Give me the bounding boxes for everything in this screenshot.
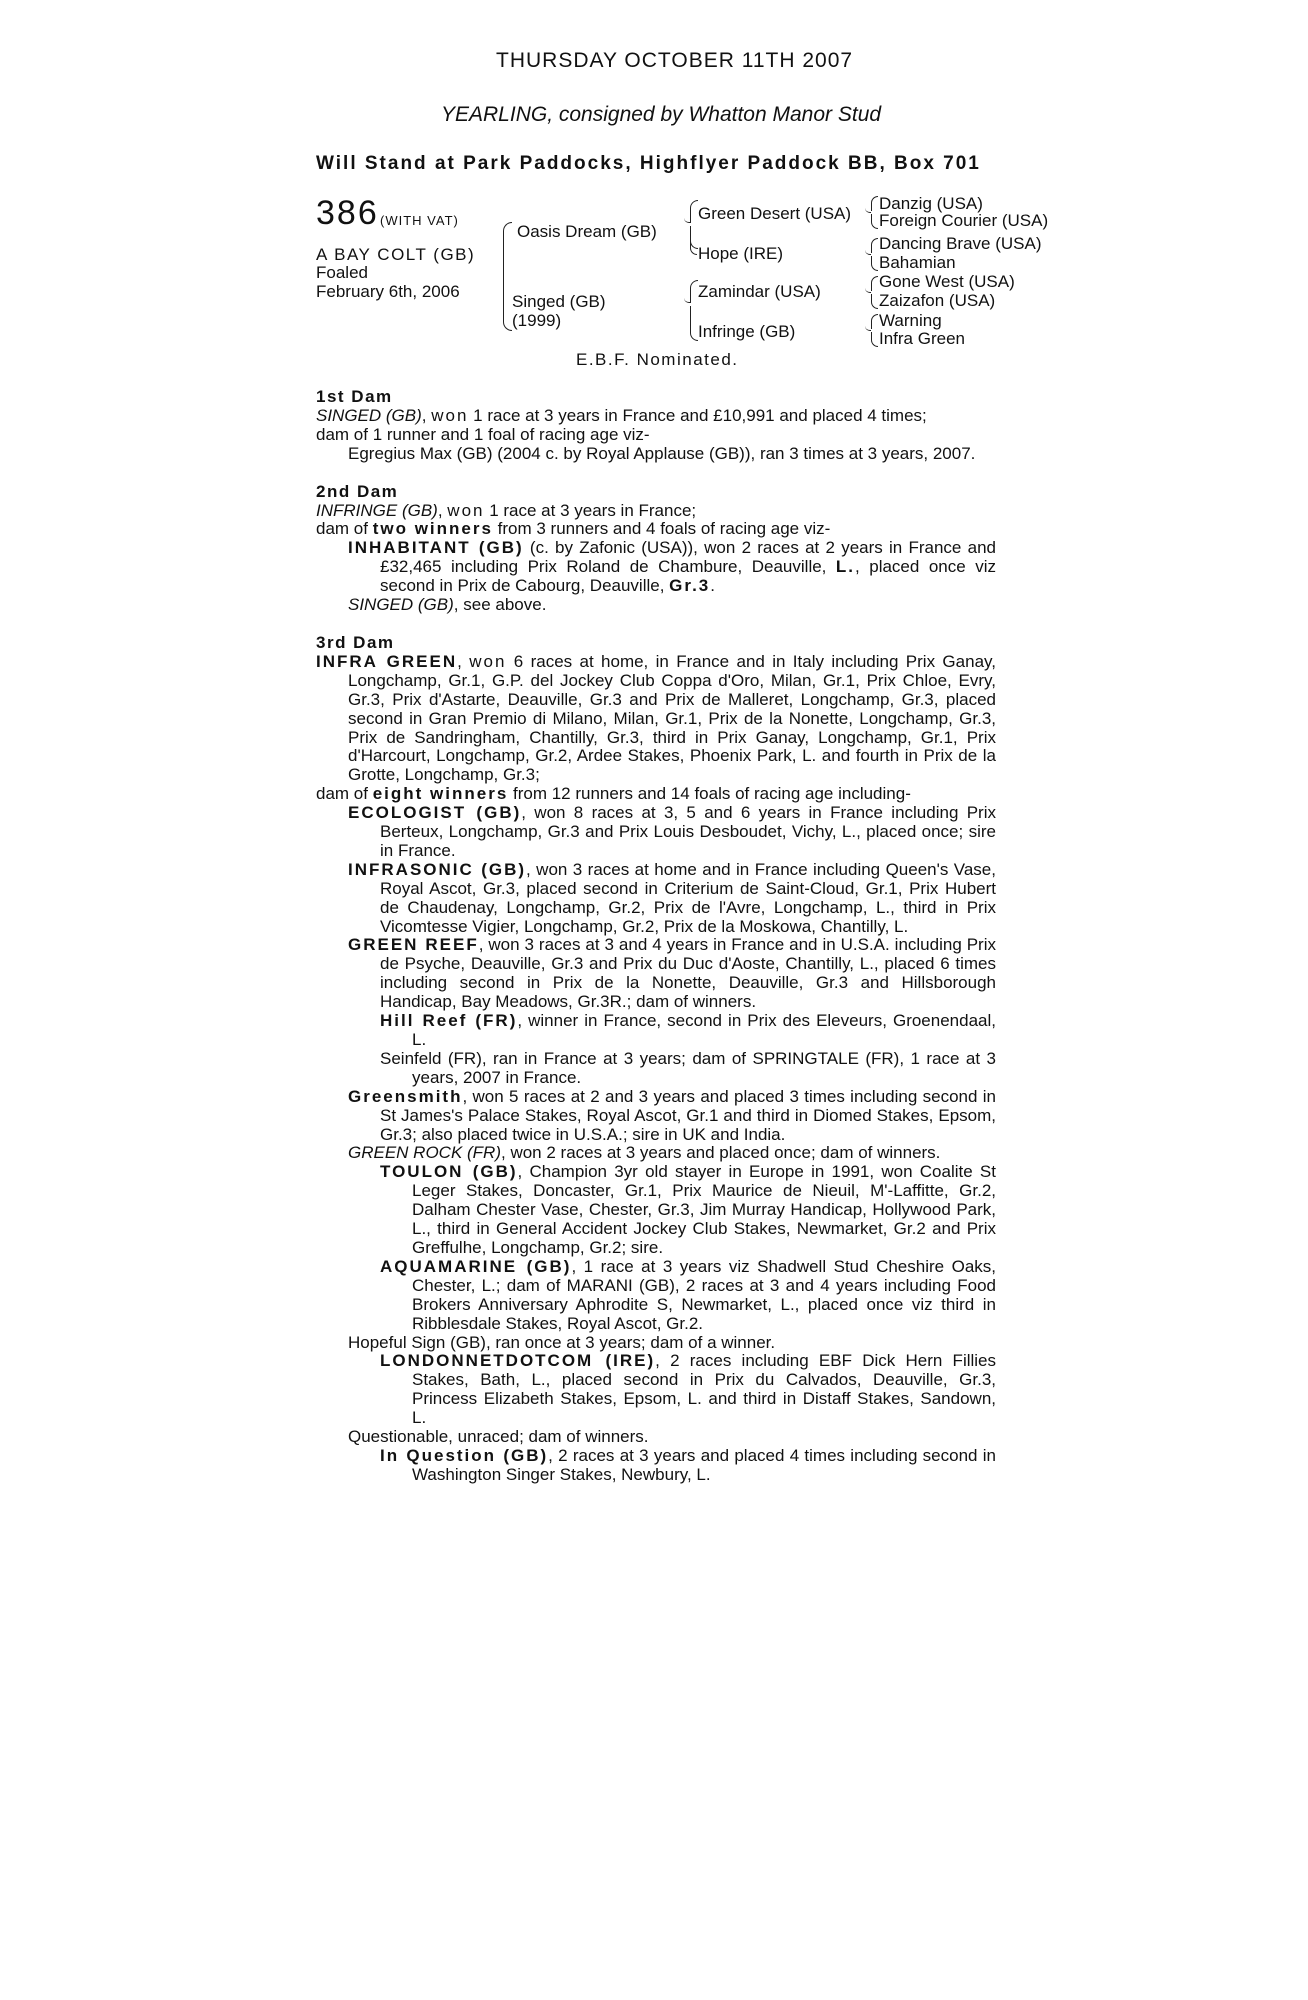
progeny-entry: [316, 1012, 996, 1050]
first-dam-record: SINGED (GB), won 1 race at 3 years in France and £10,991 and placed 4 times;: [316, 405, 927, 425]
consignment-line: YEARLING, consigned by Whatton Manor Stud: [441, 103, 882, 126]
progeny-entry: [316, 1258, 996, 1334]
second-dam-dam-of: dam of: [316, 519, 373, 539]
pedigree-brace-3d-tip: [865, 326, 871, 331]
pedigree-dam: Singed (GB): [512, 292, 606, 311]
third-dam-produce: [316, 785, 996, 804]
pedigree-brace-3a: [871, 196, 878, 211]
progeny-text: , won 2 races at 3 years and placed once; dam of winners.: [501, 1143, 941, 1163]
progeny-text: , won 3 races at home and in France including Queen's Vase, Royal Ascot, Gr.3, placed second in Criterium de Saint-Cloud, Gr.1, Prix Hubert de Chaudenay, Longchamp, Gr.2, Prix de l'Avre, Longchamp, L., third in Prix Vicomtesse Vigier, Longchamp, Gr.2, Prix de la Moskowa, Chantilly, L.: [380, 859, 996, 936]
third-dam-text: 6 races at home, in France and in Italy including Prix Ganay, Longchamp, Gr.1, G.P. del Jockey Club Coppa d'Oro, Milan, Gr.1, Prix Chloe, Evry, Gr.3, Prix d'Astarte, Deauville, Gr.3 and Prix de Malleret, Longchamp, Gr.3, placed second in Gran Premio di Milano, Milan, Gr.1, Prix de la Nonette, Longchamp, Gr.3, Prix de Sandringham, Chantilly, Gr.3, third in Prix Ganay, Longchamp, Gr.1, Prix d'Harcourt, Longchamp, Gr.2, Ardee Stakes, Phoenix Park, L. and fourth in Prix de la Grotte, Longchamp, Gr.3;: [348, 651, 996, 785]
second-dam-name: INFRINGE (GB): [316, 500, 438, 520]
progeny-name: INFRASONIC (GB): [348, 859, 527, 879]
pedigree-brace-3c: [871, 276, 878, 291]
third-dam-progeny-list: [316, 804, 996, 1485]
progeny-group: Gr.3: [669, 576, 711, 596]
progeny-text: , 2 races at 3 years and placed 4 times including second in Washington Singer Stakes, Newbury, L.: [412, 1445, 997, 1484]
progeny-text: , see above.: [453, 595, 547, 615]
second-dam-record: INFRINGE (GB), won 1 race at 3 years in France;: [316, 500, 697, 520]
foaled-label: Foaled: [316, 263, 368, 282]
second-dam-progeny-1: INHABITANT (GB) (c. by Zafonic (USA)), won 2 races at 2 years in France and £32,465 including Prix Roland de Chambure, Deauville, L., placed once viz second in Prix de Cabourg, Deauville, Gr.3.: [348, 538, 996, 596]
pedigree-dam-sire: Zamindar (USA): [698, 282, 821, 301]
progeny-entry: [316, 1447, 996, 1485]
pedigree-brace-dam: [503, 272, 512, 331]
first-dam-progeny: Egregius Max (GB) (2004 c. by Royal Applause (GB)), ran 3 times at 3 years, 2007.: [348, 443, 976, 463]
progeny-name: Greensmith: [348, 1086, 463, 1106]
pedigree-brace-sire: [503, 222, 512, 273]
pedigree-sire: Oasis Dream (GB): [517, 222, 657, 241]
second-dam-winners: two winners: [372, 519, 493, 539]
progeny-listed: L.: [835, 557, 856, 577]
second-dam-progeny-2: [316, 596, 996, 615]
progeny-text: Hopeful Sign (GB), ran once at 3 years; dam of a winner.: [348, 1332, 776, 1352]
pedigree-brace-2a-hook: [690, 240, 697, 255]
progeny-entry: [316, 1334, 996, 1353]
first-dam-line2: dam of 1 runner and 1 foal of racing age viz-: [316, 424, 650, 444]
progeny-name: TOULON (GB): [380, 1162, 518, 1182]
second-dam-line2: from 3 runners and 4 foals of racing age viz-: [492, 519, 831, 539]
progeny-entry: [316, 1352, 996, 1428]
pedigree-brace-3a-b: [871, 214, 878, 229]
produce-record: [316, 388, 996, 1485]
first-dam-won: won: [431, 405, 469, 425]
pedigree-brace-3a-tip: [865, 208, 871, 213]
progeny-text: Seinfeld (FR), ran in France at 3 years; dam of SPRINGTALE (FR), 1 race at 3 years, 2007 in France.: [380, 1048, 996, 1087]
progeny-entry: [316, 804, 996, 861]
progeny-entry: [316, 861, 996, 937]
pedigree-g7: Warning: [879, 311, 942, 330]
pedigree-g6: Zaizafon (USA): [879, 291, 996, 310]
progeny-entry: [316, 936, 996, 1012]
ebf-nominated: E.B.F. Nominated.: [576, 350, 739, 369]
third-dam-line2: from 12 runners and 14 foals of racing age including-: [508, 784, 911, 804]
pedigree-brace-2a-top: [690, 200, 698, 223]
progeny-text-2: , placed once viz second in Prix de Cabourg, Deauville,: [380, 557, 996, 596]
pedigree-g4: Bahamian: [879, 253, 956, 272]
lot-number: 386: [316, 194, 379, 232]
progeny-name: AQUAMARINE (GB): [380, 1256, 572, 1276]
pedigree-sire-dam: Hope (IRE): [698, 244, 784, 263]
progeny-entry: [316, 1088, 996, 1145]
second-dam-won: won: [447, 500, 485, 520]
pedigree-g5: Gone West (USA): [879, 272, 1015, 291]
vat-label: (WITH VAT): [380, 213, 459, 228]
progeny-text: , Champion 3yr old stayer in Europe in 1991, won Coalite St Leger Stakes, Doncaster, Gr.1, Prix Maurice de Nieuil, M'-Laffitte, Gr.2, Dalham Chester Vase, Chester, Gr.3, Jim Murray Handicap, Hollywood Park, L., third in General Accident Jockey Club Stakes, Newmarket, Gr.2 and Prix Greffulhe, Longchamp, Gr.2; sire.: [412, 1162, 996, 1257]
pedigree-dam-dam: Infringe (GB): [698, 322, 796, 341]
first-dam-heading: 1st Dam: [316, 387, 393, 406]
pedigree-g3: Dancing Brave (USA): [879, 234, 1042, 253]
pedigree-brace-3d: [871, 314, 878, 329]
progeny-text: , winner in France, second in Prix des Eleveurs, Groenendaal, L.: [412, 1011, 996, 1049]
progeny-name: SINGED (GB): [348, 595, 454, 615]
progeny-text: , won 3 races at 3 and 4 years in France and in U.S.A. including Prix de Psyche, Deauville, Gr.3 and Prix du Duc d'Aoste, Chantilly, L., placed 6 times including second in Prix de la Nonette, Deauville, Gr.3 and Hillsborough Handicap, Bay Meadows, Gr.3R.; dam of winners.: [380, 935, 996, 1012]
third-dam-record: INFRA GREEN, won 6 races at home, in France and in Italy including Prix Ganay, Longchamp, Gr.1, G.P. del Jockey Club Coppa d'Oro, Milan, Gr.1, Prix Chloe, Evry, Gr.3, Prix d'Astarte, Deauville, Gr.3 and Prix de Malleret, Longchamp, Gr.3, placed second in Gran Premio di Milano, Milan, Gr.1, Prix de la Nonette, Longchamp, Gr.3, Prix de Sandringham, Chantilly, Gr.3, third in Prix Ganay, Longchamp, Gr.1, Prix d'Harcourt, Longchamp, Gr.2, Ardee Stakes, Phoenix Park, L. and fourth in Prix de la Grotte, Longchamp, Gr.3;: [316, 651, 996, 785]
progeny-text: , won 5 races at 2 and 3 years and placed 3 times including second in St James's Palace Stakes, Royal Ascot, Gr.1 and third in Diomed Stakes, Epsom, Gr.3; also placed twice in U.S.A.; sire in UK and India.: [380, 1086, 996, 1144]
third-dam-name: INFRA GREEN: [316, 651, 458, 671]
progeny-text: , 2 races including EBF Dick Hern Fillies Stakes, Bath, L., placed second in Prix du Calvados, Deauville, Gr.3, Princess Elizabeth Stakes, Epsom, L. and third in Distaff Stakes, Sandown, L.: [412, 1351, 997, 1428]
pedigree-brace-2b-low: [690, 306, 698, 341]
progeny-text: (c. by Zafonic (USA)), won 2 races at 2 years in France and £32,465 including Prix Roland de Chambure, Deauville,: [380, 538, 996, 577]
progeny-name: Hill Reef (FR): [380, 1011, 518, 1031]
stand-location: Will Stand at Park Paddocks, Highflyer Paddock BB, Box 701: [316, 153, 981, 174]
progeny-text: , won 8 races at 3, 5 and 6 years in France including Prix Berteux, Longchamp, Gr.3 and Prix Louis Desboudet, Vichy, L., placed once; sire in France.: [380, 803, 996, 860]
progeny-entry: [316, 1428, 996, 1447]
pedigree-brace-3b-b: [871, 256, 878, 271]
pedigree-g2: Foreign Courier (USA): [879, 211, 1049, 230]
pedigree-brace-2b-top: [690, 280, 698, 303]
progeny-name: GREEN ROCK (FR): [348, 1143, 501, 1163]
pedigree-sire-sire: Green Desert (USA): [698, 204, 852, 223]
third-dam-heading: 3rd Dam: [316, 632, 395, 652]
progeny-name: In Question (GB): [380, 1445, 549, 1465]
sale-date: THURSDAY OCTOBER 11TH 2007: [496, 49, 854, 72]
pedigree-brace-3b: [871, 238, 878, 253]
third-dam-dam-of: dam of: [316, 784, 373, 804]
pedigree-dam-year: (1999): [512, 311, 562, 330]
progeny-text: , 1 race at 3 years viz Shadwell Stud Cheshire Oaks, Chester, L.; dam of MARANI (GB), 2 races at 3 and 4 years including Food Brokers Anniversary Aphrodite S, Newmarket, L., placed once viz third in Ribblesdale Stakes, Royal Ascot, Gr.2.: [412, 1256, 997, 1333]
second-dam-line1: 1 race at 3 years in France;: [484, 500, 697, 520]
progeny-name: INHABITANT (GB): [348, 538, 524, 558]
pedigree-brace-3b-tip: [865, 250, 871, 255]
pedigree-g8: Infra Green: [879, 329, 965, 348]
pedigree-brace-3d-b: [871, 332, 878, 347]
progeny-text: Questionable, unraced; dam of winners.: [348, 1427, 649, 1447]
pedigree-brace-3c-b: [871, 294, 878, 309]
progeny-entry: [316, 1050, 996, 1088]
second-dam-produce: [316, 520, 996, 539]
progeny-name: LONDONNETDOTCOM (IRE): [380, 1351, 656, 1371]
progeny-entry: [316, 1144, 996, 1163]
lot-description: A BAY COLT (GB): [316, 245, 476, 264]
second-dam-heading: 2nd Dam: [316, 481, 399, 501]
progeny-entry: [316, 1163, 996, 1258]
progeny-name: GREEN REEF: [348, 935, 479, 955]
progeny-name: ECOLOGIST (GB): [348, 803, 522, 823]
third-dam-won: won: [469, 651, 507, 671]
pedigree-g1: Danzig (USA): [879, 194, 983, 213]
pedigree-brace-2b-tip: [684, 298, 690, 303]
foaled-date: February 6th, 2006: [316, 282, 460, 301]
pedigree-brace-3c-tip: [865, 288, 871, 293]
first-dam-name: SINGED (GB): [316, 405, 422, 425]
third-dam-winners: eight winners: [372, 784, 509, 804]
first-dam-line1: 1 race at 3 years in France and £10,991 and placed 4 times;: [468, 405, 927, 425]
